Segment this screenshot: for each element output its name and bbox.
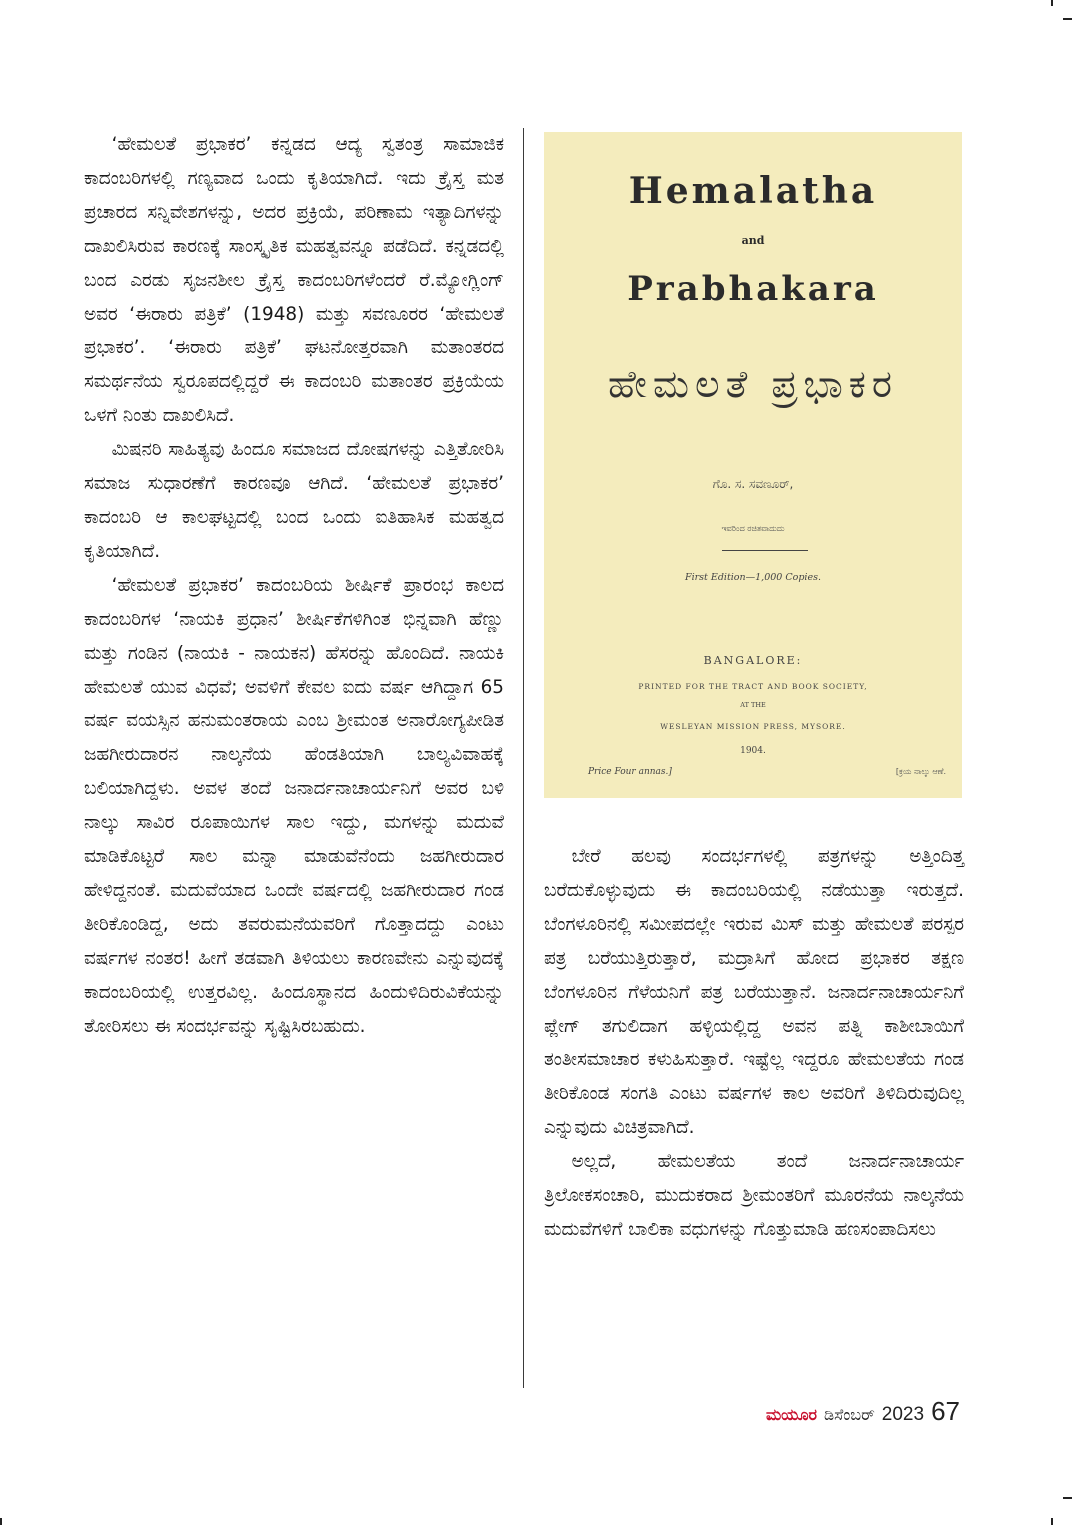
crop-mark xyxy=(1051,1518,1053,1525)
cover-and: and xyxy=(741,234,765,247)
paragraph: ‘ಹೇಮಲತೆ ಪ್ರಭಾಕರ’ ಕಾದಂಬರಿಯ ಶೀರ್ಷಿಕೆ ಪ್ರಾರಂಭ ಕಾಲದ ಕಾದಂಬರಿಗಳ ‘ನಾಯಕಿ ಪ್ರಧಾನ’ ಶೀರ್ಷಿಕೆಗಳಿಗಿಂತ ಭಿನ್ನವಾಗಿ ಹೆಣ್ಣು ಮತ್ತು ಗಂಡಿನ (ನಾಯಕಿ - ನಾಯಕನ) ಹೆಸರನ್ನು ಹೊಂದಿದೆ. ನಾಯಕಿ ಹೇಮಲತೆ ಯುವ ವಿಧವೆ; ಅವಳಿಗೆ ಕೇವಲ ಐದು ವರ್ಷ ಆಗಿದ್ದಾಗ 65 ವರ್ಷ ವಯಸ್ಸಿನ ಹನುಮಂತರಾಯ ಎಂಬ ಶ್ರೀಮಂತ ಅನಾರೋಗ್ಯಪೀಡಿತ ಜಹಗೀರುದಾರನ ನಾಲ್ಕನೆಯ ಹೆಂಡತಿಯಾಗಿ ಬಾಲ್ಯವಿವಾಹಕ್ಕೆ ಬಲಿಯಾಗಿದ್ದಳು. ಅವಳ ತಂದೆ ಜನಾರ್ದನಾಚಾರ್ಯನಿಗೆ ಅವರ ಬಳಿ ನಾಲ್ಕು ಸಾವಿರ ರೂಪಾಯಿಗಳ ಸಾಲ ಇದ್ದು, ಮಗಳನ್ನು ಮದುವೆ ಮಾಡಿಕೊಟ್ಟರೆ ಸಾಲ ಮನ್ನಾ ಮಾಡುವೆನೆಂದು ಜಹಗೀರುದಾರ ಹೇಳಿದ್ದನಂತೆ. ಮದುವೆಯಾದ ಒಂದೇ ವರ್ಷದಲ್ಲಿ ಜಹಗೀರುದಾರ ಗಂಡ ತೀರಿಕೊಂಡಿದ್ದ, ಅದು ತವರುಮನೆಯವರಿಗೆ ಗೊತ್ತಾದದ್ದು ಎಂಟು ವರ್ಷಗಳ ನಂತರ! ಹೀಗೆ ತಡವಾಗಿ ತಿಳಿಯಲು ಕಾರಣವೇನು ಎನ್ನುವುದಕ್ಕೆ ಕಾದಂಬರಿಯಲ್ಲಿ ಉತ್ತರವಿಲ್ಲ. ಹಿಂದೂಸ್ಥಾನದ ಹಿಂದುಳಿದಿರುವಿಕೆಯನ್ನು ತೋರಿಸಲು ಈ ಸಂದರ್ಭವನ್ನು ಸೃಷ್ಟಿಸಿರಬಹುದು. xyxy=(84,574,504,1037)
crop-mark xyxy=(1063,1497,1072,1499)
cover-author: ಗೊ. ಸ. ಸವಣೂರ್, xyxy=(712,477,794,491)
book-cover-image xyxy=(544,132,962,798)
cover-press: WESLEYAN MISSION PRESS, MYSORE. xyxy=(660,722,846,731)
cover-printed-for: PRINTED FOR THE TRACT AND BOOK SOCIETY, xyxy=(638,682,868,691)
crop-mark xyxy=(0,1518,2,1525)
left-column xyxy=(84,128,504,1043)
magazine-logo: ಮಯೂರ xyxy=(765,1405,817,1424)
cover-price: Price Four annas.] xyxy=(588,767,672,777)
issue-year: 2023 xyxy=(881,1404,925,1425)
cover-place: BANGALORE: xyxy=(703,654,803,667)
paragraph: ಮಿಷನರಿ ಸಾಹಿತ್ಯವು ಹಿಂದೂ ಸಮಾಜದ ದೋಷಗಳನ್ನು ಎತ್ತಿತೋರಿಸಿ ಸಮಾಜ ಸುಧಾರಣೆಗೆ ಕಾರಣವೂ ಆಗಿದೆ. ‘ಹೇಮಲತೆ ಪ್ರಭಾಕರ’ ಕಾದಂಬರಿ ಆ ಕಾಲಘಟ್ಟದಲ್ಲಿ ಬಂದ ಒಂದು ಐತಿಹಾಸಿಕ ಮಹತ್ವದ ಕೃತಿಯಾಗಿದೆ. xyxy=(84,439,504,562)
crop-mark xyxy=(1051,0,1053,6)
paragraph: ಬೇರೆ ಹಲವು ಸಂದರ್ಭಗಳಲ್ಲಿ ಪತ್ರಗಳನ್ನು ಅತ್ತಿಂದಿತ್ತ ಬರೆದುಕೊಳ್ಳುವುದು ಈ ಕಾದಂಬರಿಯಲ್ಲಿ ನಡೆಯುತ್ತಾ ಇರುತ್ತದೆ. ಬೆಂಗಳೂರಿನಲ್ಲಿ ಸಮೀಪದಲ್ಲೇ ಇರುವ ಮಿಸ್ ಮತ್ತು ಹೇಮಲತೆ ಪರಸ್ಪರ ಪತ್ರ ಬರೆಯುತ್ತಿರುತ್ತಾರೆ, ಮದ್ರಾಸಿಗೆ ಹೋದ ಪ್ರಭಾಕರ ತಕ್ಷಣ ಬೆಂಗಳೂರಿನ ಗೆಳೆಯನಿಗೆ ಪತ್ರ ಬರೆಯುತ್ತಾನೆ. ಜನಾರ್ದನಾಚಾರ್ಯನಿಗೆ ಪ್ಲೇಗ್ ತಗುಲಿದಾಗ ಹಳ್ಳಿಯಲ್ಲಿದ್ದ ಅವನ ಪತ್ನಿ ಕಾಶೀಬಾಯಿಗೆ ತಂತೀಸಮಾಚಾರ ಕಳುಹಿಸುತ್ತಾರೆ. ಇಷ್ಟೆಲ್ಲ ಇದ್ದರೂ ಹೇಮಲತೆಯ ಗಂಡ ತೀರಿಕೊಂಡ ಸಂಗತಿ ಎಂಟು ವರ್ಷಗಳ ಕಾಲ ಅವರಿಗೆ ತಿಳಿದಿರುವುದಿಲ್ಲ ಎನ್ನುವುದು ವಿಚಿತ್ರವಾಗಿದೆ. xyxy=(544,846,964,1139)
cover-author-subtitle: ಇವರಿಂದ ರಚಿತವಾದುದು xyxy=(721,524,785,533)
cover-price-kannada: [ಕ್ರಯ ನಾಲ್ಕು ಆಣೆ. xyxy=(895,767,946,776)
crop-mark xyxy=(1063,18,1072,20)
cover-edition: First Edition—1,000 Copies. xyxy=(685,572,821,583)
paragraph: ‘ಹೇಮಲತೆ ಪ್ರಭಾಕರ’ ಕನ್ನಡದ ಆದ್ಯ ಸ್ವತಂತ್ರ ಸಾಮಾಜಿಕ ಕಾದಂಬರಿಗಳಲ್ಲಿ ಗಣ್ಯವಾದ ಒಂದು ಕೃತಿಯಾಗಿದೆ. ಇದು ಕ್ರೈಸ್ತ ಮತ ಪ್ರಚಾರದ ಸನ್ನಿವೇಶಗಳನ್ನು, ಅದರ ಪ್ರಕ್ರಿಯೆ, ಪರಿಣಾಮ ಇತ್ಯಾದಿಗಳನ್ನು ದಾಖಲಿಸಿರುವ ಕಾರಣಕ್ಕೆ ಸಾಂಸ್ಕೃತಿಕ ಮಹತ್ವವನ್ನೂ ಪಡೆದಿದೆ. ಕನ್ನಡದಲ್ಲಿ ಬಂದ ಎರಡು ಸೃಜನಶೀಲ ಕ್ರೈಸ್ತ ಕಾದಂಬರಿಗಳೆಂದರೆ ರೆ.ಮ್ಯೋಗ್ಲಿಂಗ್ ಅವರ ‘ಈರಾರು ಪತ್ರಿಕೆ’ (1948) ಮತ್ತು ಸವಣೂರರ ‘ಹೇಮಲತೆ ಪ್ರಭಾಕರ’. ‘ಈರಾರು ಪತ್ರಿಕೆ’ ಘಟನೋತ್ತರವಾಗಿ ಮತಾಂತರದ ಸಮರ್ಥನೆಯ ಸ್ವರೂಪದಲ್ಲಿದ್ದರೆ ಈ ಕಾದಂಬರಿ ಮತಾಂತರ ಪ್ರಕ್ರಿಯೆಯ ಒಳಗೆ ನಿಂತು ದಾಖಲಿಸಿದೆ. xyxy=(84,134,504,427)
page-footer xyxy=(766,1396,960,1427)
right-column xyxy=(544,840,964,1247)
issue-month: ಡಿಸೆಂಬರ್ xyxy=(824,1405,875,1424)
cover-title-english: Hemalatha xyxy=(628,170,878,212)
cover-rule xyxy=(722,550,808,551)
paragraph: ಅಲ್ಲದೆ, ಹೇಮಲತೆಯ ತಂದೆ ಜನಾರ್ದನಾಚಾರ್ಯ ತ್ರಿಲೋಕಸಂಚಾರಿ, ಮುದುಕರಾದ ಶ್ರೀಮಂತರಿಗೆ ಮೂರನೆಯ ನಾಲ್ಕನೆಯ ಮದುವೆಗಳಿಗೆ ಬಾಲಿಕಾ ವಧುಗಳನ್ನು ಗೊತ್ತುಮಾಡಿ ಹಣಸಂಪಾದಿಸಲು xyxy=(544,1151,964,1240)
cover-title-kannada: ಹೇಮಲತೆ ಪ್ರಭಾಕರ xyxy=(608,362,898,406)
cover-title-english: Prabhakara xyxy=(627,269,879,309)
cover-year: 1904. xyxy=(740,746,766,756)
cover-at: AT THE xyxy=(740,701,766,709)
page-number: 67 xyxy=(931,1396,960,1426)
column-divider xyxy=(523,128,524,1388)
